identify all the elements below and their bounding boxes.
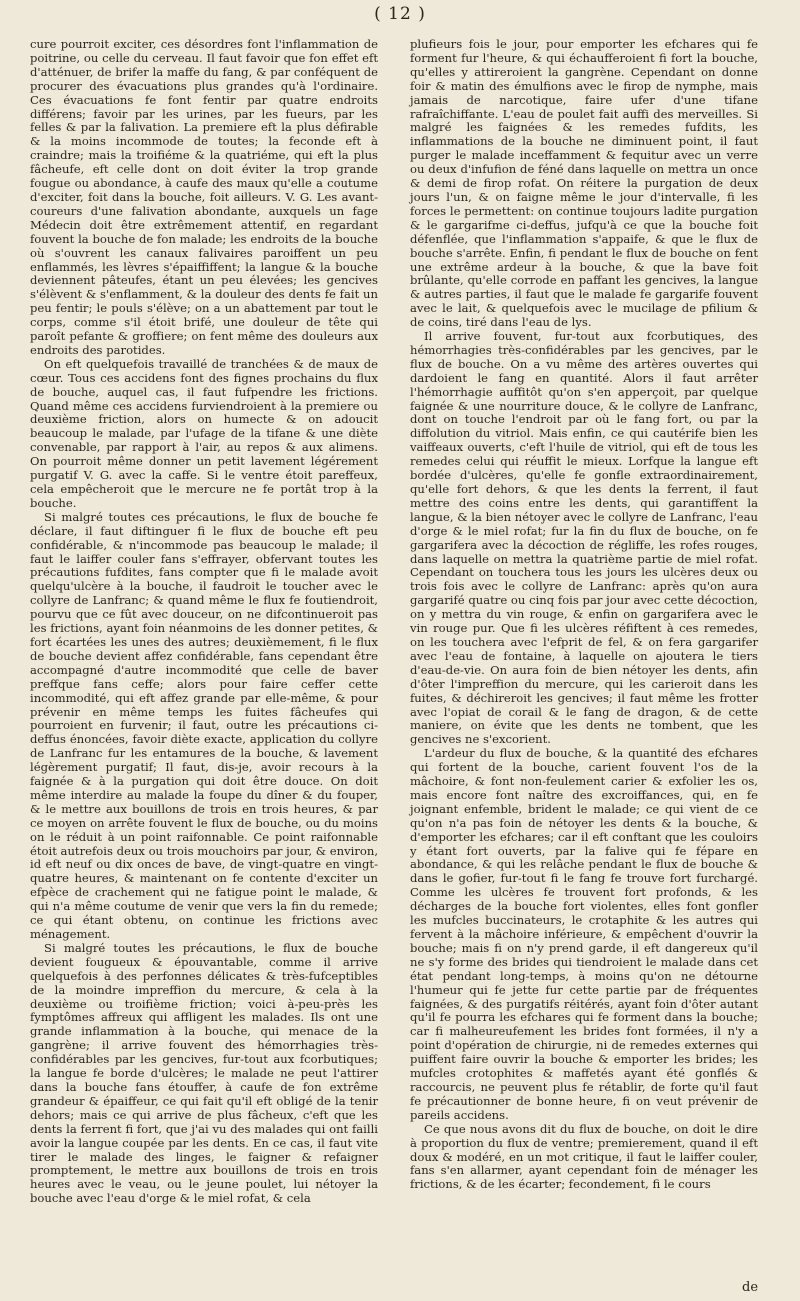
right-column [410, 38, 758, 1192]
paragraph: Si malgré toutes ces précautions, le flux de bouche fe déclare, il faut diftinguer fi le flux de bouche eft peu confidérable, & n'incommode pas beaucoup le malade; il faut le laiffer couler fans s'effrayer, obfervant toutes les précautions fufdites, fans compter que fi le malade avoit quelqu'ulcère à la bouche, il faudroit le toucher avec le collyre de Lanfranc; & quand même le flux fe foutiendroit, pourvu que ce fût avec douceur, on ne difcontinueroit pas les frictions, ayant foin néanmoins de les donner petites, & fort écartées les unes des autres; deuxièmement, fi le flux de bouche devient affez confidérable, fans cependant être accompagné d'autre incommodité que celle de baver preffque fans ceffe; alors pour faire ceffer cette incommodité, qui eft affez grande par elle-même, & pour prévenir en même temps les fuites fâcheufes qui pourroient en furvenir; il faut, outre les précautions ci-deffus énoncées, favoir diète exacte, application du collyre de Lanfranc fur les entamures de la bouche, & lavement légèrement purgatif; Il faut, dis-je, avoir recours à la faignée & à la purgation qui doit être douce. On doit même interdire au malade la foupe du dîner & du fouper, & le mettre aux bouillons de trois en trois heures, & par ce moyen on arrête fouvent le flux de bouche, ou du moins on le réduit à un point raifonnable. Ce point raifonnable étoit autrefois deux ou trois mouchoirs par jour, & environ, id eft neuf ou dix onces de bave, de vingt-quatre en vingt-quatre heures, & maintenant on fe contente d'exciter un efpèce de crachement qui ne fatigue point le malade, & qui n'a même coutume de venir que vers la fin du remede; ce qui étant obtenu, on continue les frictions avec ménagement. [30, 509, 379, 941]
catchword: de [742, 1280, 759, 1295]
paragraph: Ce que nous avons dit du flux de bouche, on doit le dire à proportion du flux de ventre; premierement, quand il eft doux & modéré, en un mot critique, il faut le laiffer couler, fans s'en allarmer, ayant cependant foin de ménager les frictions, & de les écarter; fecondement, fi le cours [410, 1121, 758, 1192]
paragraph: cure pourroit exciter, ces désordres font l'inflammation de poitrine, ou celle du cerveau. Il faut favoir que fon effet eft d'atténuer, de brifer la maffe du fang, & par conféquent de procurer des évacuations plus grandes qu'à l'ordinaire. Ces évacuations fe font fentir par quatre endroits différens; favoir par les urines, par les fueurs, par les felles & par la falivation. La premiere eft la plus défirable & la moins incommode de toutes; la feconde eft à craindre; mais la troifiéme & la quatriéme, qui eft la plus fâcheufe, eft celle dont on doit éviter la trop grande fougue ou abondance, à caufe des maux qu'elle a coutume d'exciter, foit dans la bouche, foit ailleurs. V. G. Les avant-coureurs d'une falivation abondante, auxquels un fage Médecin doit être extrêmement attentif, en regardant fouvent la bouche de fon malade; les endroits de la bouche où s'ouvrent les canaux falivaires paroiffent un peu enflammés, les lèvres s'épaiffiffent; la langue & la bouche deviennent pâteufes, étant un peu élevées; les gencives s'élèvent & s'enflamment, & la douleur des dents fe fait un peu fentir; le pouls s'élève; on a un abattement par tout le corps, comme s'il étoit brifé, une douleur de tête qui paroît pefante & groffiere; on fent même des douleurs aux endroits des parotides. [30, 37, 378, 357]
paragraph: On eft quelquefois travaillé de tranchées & de maux de cœur. Tous ces accidens font des fignes prochains du flux de bouche, auquel cas, il faut fufpendre les frictions. Quand même ces accidens furviendroient à la premiere ou deuxième friction, alors on humecte & on adoucit beaucoup le malade, par l'ufage de la tifane & une diète convenable, par rapport à l'air, au repos & aux alimens. On pourroit même donner un petit lavement légérement purgatif V. G. avec la caffe. Si le ventre étoit pareffeux, cela empêcheroit que le mercure ne fe portât trop à la bouche. [30, 356, 378, 510]
paragraph: Si malgré toutes les précautions, le flux de bouche devient fougueux & épouvantable, comme il arrive quelquefois à des perfonnes délicates & très-fufceptibles de la moindre impreffion du mercure, & cela à la deuxième ou troifième friction; voici à-peu-près les fymptômes affreux qui affligent les malades. Ils ont une grande inflammation à la bouche, qui menace de la gangrène; il arrive fouvent des hémorrhagies très-confidérables par les gencives, fur-tout aux fcorbutiques; la langue fe borde d'ulcères; le malade ne peut l'attirer dans la bouche fans étouffer, à caufe de fon extrême grandeur & épaiffeur, ce qui fait qu'il eft obligé de la tenir dehors; mais ce qui arrive de plus fâcheux, c'eft que les dents la ferrent fi fort, que j'ai vu des malades qui ont failli avoir la langue coupée par les dents. En ce cas, il faut vite tirer le malade des linges, le faigner & refaigner promptement, le mettre aux bouillons de trois en trois heures avec le veau, ou le jeune poulet, lui nétoyer la bouche avec l'eau d'orge & le miel rofat, & cela [30, 940, 378, 1206]
page-number: ( 12 ) [374, 4, 426, 24]
paragraph: Il arrive fouvent, fur-tout aux fcorbutiques, des hémorrhagies très-confidérables par les gencives, par le flux de bouche. On a vu même des artères ouvertes qui dardoient le fang en quantité. Alors il faut arrêter l'hémorrhagie auffitôt qu'on s'en apperçoit, par quelque faignée & une nourriture douce, & le collyre de Lanfranc, dont on touche l'endroit par où le fang fort, ou par la diffolution du vitriol. Mais enfin, ce qui cautérife bien les vaiffeaux ouverts, c'eft l'huile de vitriol, qui eft de tous les remedes celui qui réuffit le mieux. Lorfque la langue eft bordée d'ulcères, qu'elle fe gonfle extraordinairement, qu'elle fort dehors, & que les dents la ferrent, il faut mettre des coins entre les dents, qui garantiffent la langue, & la bien nétoyer avec le collyre de Lanfranc, l'eau d'orge & le miel rofat; fur la fin du flux de bouche, on fe gargarifera avec la décoction de régliffe, les rofes rouges, dans laquelle on mettra la quatrième partie de miel rofat. Cependant on touchera tous les jours les ulcères deux ou trois fois avec le collyre de Lanfranc: après qu'on aura gargarifé quatre ou cinq fois par jour avec cette décoction, on y mettra du vin rouge, & enfin on gargarifera avec le vin rouge pur. Que fi les ulcères réfiftent à ces remedes, on les touchera avec l'efprit de fel, & on fera gargarifer avec l'eau de fontaine, à laquelle on ajoutera le tiers d'eau-de-vie. On aura foin de bien nétoyer les dents, afin d'ôter l'impreffion du mercure, qui les carieroit dans les fuites, & déchireroit les gencives; il faut même les frotter avec l'opiat de corail & le fang de dragon, & de cette maniere, on évite que les dents ne tombent, que les gencives ne s'excorient. [410, 329, 758, 747]
paragraph: plufieurs fois le jour, pour emporter les efchares qui fe forment fur l'heure, & qui échaufferoient fi fort la bouche, qu'elles y attireroient la gangrène. Cependant on donne foir & matin des émulfions avec le firop de nymphe, mais jamais de narcotique, faire ufer d'une tifane rafraîchiffante. L'eau de poulet fait auffi des merveilles. Si malgré les faignées & les remedes fufdits, les inflammations de la bouche ne diminuent point, il faut purger le malade inceffamment & fequitur avec un verre ou deux d'infufion de féné dans laquelle on mettra un once & demi de firop rofat. On réitere la purgation de deux jours l'un, & on faigne même le jour d'intervalle, fi les forces le permettent: on continue toujours ladite purgation & le gargarifme ci-deffus, jufqu'à ce que la bouche foit défenflée, que l'inflammation s'appaife, & que le flux de bouche s'arrête. Enfin, fi pendant le flux de bouche on fent une extrême ardeur à la bouche, & que la bave foit brûlante, qu'elle corrode en paffant les gencives, la langue & autres parties, il faut que le malade fe gargarife fouvent avec le lait, & quelquefois avec le mucilage de pfilium & de coins, tiré dans l'eau de lys. [410, 37, 758, 330]
left-column [30, 38, 378, 1206]
paragraph: L'ardeur du flux de bouche, & la quantité des efchares qui fortent de la bouche, carient fouvent l'os de la mâchoire, & font non-feulement carier & exfolier les os, mais encore font naître des excroiffances, qui, en fe joignant enfemble, brident le malade; ce qui vient de ce qu'on n'a pas foin de nétoyer les dents & la bouche, & d'emporter les efchares; car il eft conftant que les couloirs y étant fort ouverts, par la falive qui fe fépare en abondance, & qui les relâche pendant le flux de bouche & dans le gofier, fur-tout fi le fang fe trouve fort furchargé. Comme les ulcères fe trouvent fort profonds, & les décharges de la bouche fort violentes, elles font gonfler les mufcles buccinateurs, le crotaphite & les autres qui fervent à la mâchoire inférieure, & empêchent d'ouvrir la bouche; mais fi on n'y prend garde, il eft dangereux qu'il ne s'y forme des brides qui tiendroient le malade dans cet état pendant long-temps, à moins qu'on ne détourne l'humeur qui fe jette fur cette partie par de fréquentes faignées, & des purgatifs réitérés, ayant foin d'ôter autant qu'il fe pourra les efchares qui fe forment dans la bouche; car fi malheureufement les brides font formées, il n'y a point d'opération de chirurgie, ni de remedes externes qui puiffent faire ouvrir la bouche & emporter les brides; les mufcles crotophites & maffetés ayant été gonflés & raccourcis, ne peuvent plus fe rétablir, de forte qu'il faut fe précautionner de bonne heure, fi on veut prévenir de pareils accidens. [410, 746, 758, 1122]
